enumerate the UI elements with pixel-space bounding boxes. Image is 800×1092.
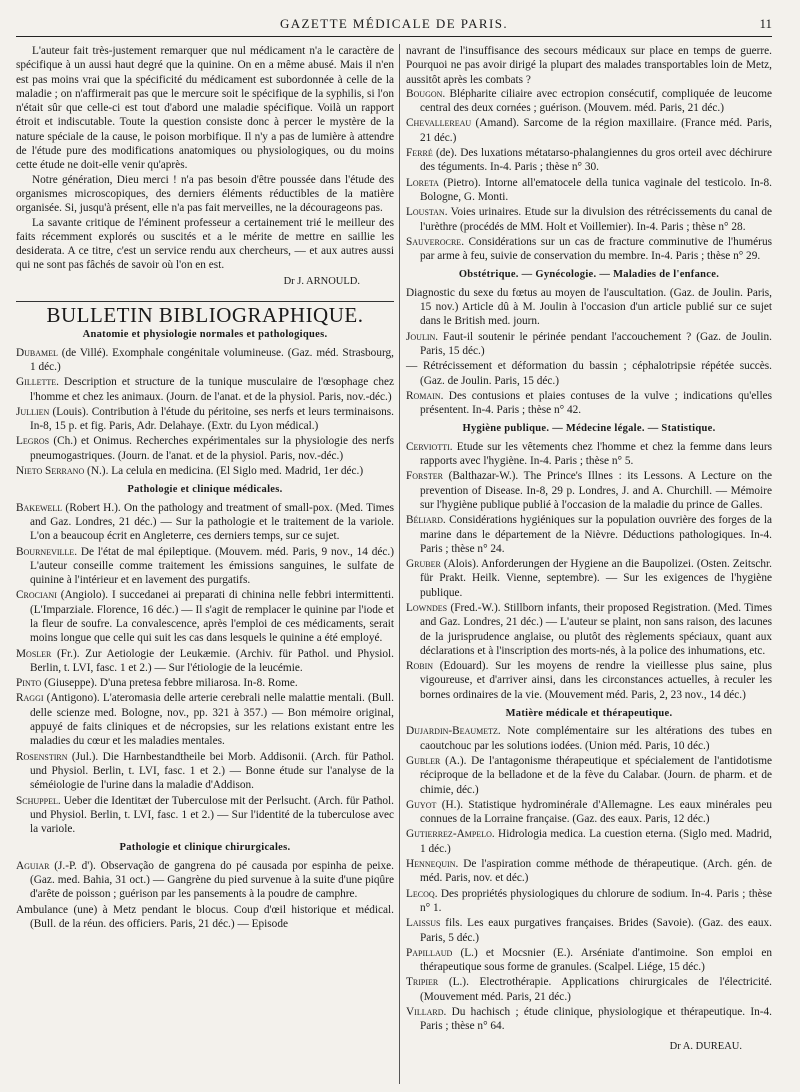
entry-author: Lowndes <box>406 601 448 614</box>
bibliography-entry <box>406 601 772 658</box>
entry-author: Tripier <box>406 976 439 989</box>
page-header <box>16 14 772 37</box>
bibliography-entry <box>406 827 772 856</box>
bibliography-entry <box>406 330 772 359</box>
continued-entry-text: navrant de l'insuffisance des secours médicaux sur place en temps de guerre. Pourquoi ne pas avoir dirigé la plupart des malades transportables loin de Metz, aussitôt après les combats ? <box>406 45 772 86</box>
entry-author: Loustan <box>406 206 445 219</box>
entry-author: Gubler <box>406 754 441 767</box>
bibliography-entry <box>406 469 772 512</box>
entry-author: Loreta <box>406 176 439 189</box>
bibliography-entry <box>406 798 772 827</box>
bibliography-entry <box>406 440 772 469</box>
entry-text: (Antigono). L'ateromasia delle arterie cerebrali nelle malattie mentali. (Bull. delle scienze med. Bologne, nov., pp. 321 à 357.) — Bon mémoire original, appuyé de faits cliniques et de nécropsies, sur les relations existant entre les maladies du cœur et les maladies mentales. <box>30 692 394 748</box>
entry-text: (H.). Statistique hydrominérale d'Allemagne. Les eaux minérales peu connues de la Lorraine française. (Gaz. des eaux. Paris, 12 déc.) <box>420 798 772 826</box>
article-text <box>16 44 394 289</box>
entry-author: Villard <box>406 1006 444 1018</box>
entry-text: . Voies urinaires. Etude sur la divulsion des rétrécissements du canal de l'urèthre (procédés de MM. Holt et Voillemier). In-4. Paris ; thèse n° 28. <box>420 206 772 233</box>
bibliography-entry <box>406 857 772 886</box>
bulletin-title: BULLETIN BIBLIOGRAPHIQUE. <box>46 303 364 328</box>
journal-title: GAZETTE MÉDICALE DE PARIS. <box>279 16 509 31</box>
bibliography-entry <box>406 887 772 916</box>
entry-text: (Amand). Sarcome de la région maxillaire. (France méd. Paris, 21 déc.) <box>420 117 772 144</box>
section-heading: Anatomie et physiologie normales et pathologiques. <box>82 329 328 341</box>
bibliography-entry <box>16 501 394 544</box>
bibliography-entry <box>406 87 772 116</box>
entry-text: (A.). De l'antagonisme thérapeutique et spécialement de l'antidotisme réciproque de la belladone et de la fève du Calabar. (Journ. de pharm. et de chimie, déc.) <box>420 754 772 796</box>
entry-author: Béliard <box>406 514 443 527</box>
entry-text: (Louis). Contribution à l'étude du péritoine, ses nerfs et leurs terminaisons. In-8, 15 p. et fig. Paris, Adr. Delahaye. (Extr. du Lyon médical.) <box>30 405 394 433</box>
entry-author: Cerviotti <box>406 440 450 453</box>
entry-author: Sauverocre <box>406 235 462 248</box>
entry-text: . Faut-il soutenir le périnée pendant l'accouchement ? (Gaz. de Joulin. Paris, 15 déc.) <box>420 330 772 357</box>
entry-author: Pinto <box>16 677 42 690</box>
entry-text: (de Villé). Exomphale congénitale volumineuse. (Gaz. méd. Strasbourg, 1 déc.) <box>30 346 394 373</box>
bibliography-entry <box>406 724 772 753</box>
entry-author: Gruber <box>406 558 441 571</box>
entry-author: Aguiar <box>16 859 50 872</box>
article-paragraph: Notre génération, Dieu merci ! n'a pas besoin d'être poussée dans l'étude des organismes microscopiques, des derniers éléments réductibles de la matière organisée. Si, jusqu'à présent, elle n'a pas fait merveilles, ne la décourageons pas. <box>16 173 394 215</box>
entry-author: Chevallereau <box>406 117 472 130</box>
bibliography-entry <box>406 513 772 556</box>
bibliography-entry <box>406 975 772 1004</box>
bibliography-entry <box>16 346 394 375</box>
bibliography-entry <box>16 676 394 690</box>
entry-text: (L.) et Mocsnier (E.). Arséniate d'antimoine. Son emploi en thérapeutique sous forme de granules. (Scalpel. Liége, 15 déc.) <box>420 946 772 974</box>
entry-text: (Robert H.). On the pathology and treatment of small-pox. (Med. Times and Gaz. Londres, 21 déc.) — Sur la pathologie et le traitement de la variole. L'on a beaucoup écrit en Angleterre, ces derniers temps, sur ce sujet. <box>30 501 394 543</box>
right-column <box>406 44 772 1054</box>
bibliography-entry <box>406 235 772 264</box>
bibliography-entry <box>16 691 394 748</box>
bibliography-entry <box>16 464 394 478</box>
entry-text: (Jul.). Die Harnbestandtheile bei Morb. Addisonii. (Arch. für Pathol. und Physiol. Berlin, t. LVI, fasc. 1 et 2.) — Bonne étude sur l'analyse de la séméiologie de l'urine dans la maladie d'Addison. <box>30 750 394 792</box>
entry-author: Mosler <box>16 647 52 660</box>
entry-text: (Alois). Anforderungen der Hygiene an die Baupolizei. (Osten. Zeitschr. für Prakt. Heilk. Vienne, septembre). — Sur les exigences de l'hygiène publique. <box>420 558 772 599</box>
entry-text: . Des propriétés physiologiques du chlorure de sodium. In-4. Paris ; thèse n° 1. <box>420 887 772 914</box>
bibliography-entries-continued <box>406 87 772 264</box>
entry-text: — Rétrécissement et déformation du bassin ; céphalotripsie répétée succès. (Gaz. de Joulin. Paris, 15 déc.) <box>406 360 772 387</box>
bibliography-entry <box>16 794 394 837</box>
entry-text: (Edouard). Sur les moyens de rendre la vieillesse plus saine, plus vigoureuse, et d'arriver ainsi, dans les circonstances actuelles, à reculer les bornes ordinaires de la vie. (Mouvement méd. Paris, 2, 23 nov., 14 déc.) <box>420 660 772 701</box>
entry-author: Ferré <box>406 147 433 160</box>
entry-text: (de). Des luxations métatarso-phalangiennes du gros orteil avec déchirure des téguments. In-4. Paris ; thèse n° 30. <box>420 147 772 174</box>
entry-author: Romain <box>406 389 441 402</box>
bibliography-entry <box>406 359 772 388</box>
entry-text: (Balthazar-W.). The Prince's Illnes : its Lessons. A Lecture on the prevention of Disease. In-8, 29 p. Londres, J. and A. Churchill. — Mémoire sur l'hygiène publique publié à l'occasion de la maladie du prince de Galles. <box>420 470 772 511</box>
entry-author: Crociani <box>16 589 57 602</box>
entry-text: (Fr.). Zur Aetiologie der Leukæmie. (Archiv. für Pathol. und Physiol. Berlin, t. LVI, fasc. 1 et 2.) — Sur l'étiologie de la leucémie. <box>30 647 394 674</box>
bibliography-entry <box>406 389 772 418</box>
section-divider <box>16 301 394 302</box>
entry-text: . De l'aspiration comme méthode de thérapeutique. (Arch. gén. de méd. Paris, nov. et déc.) <box>420 858 772 885</box>
bibliography-entry <box>406 205 772 234</box>
bibliography-entry <box>406 946 772 975</box>
bibliography-entry <box>406 176 772 205</box>
entry-text: (N.). La celula en medicina. (El Siglo med. Madrid, 1er déc.) <box>84 465 364 478</box>
entry-text: . Description et structure de la tunique musculaire de l'œsophage chez l'homme et chez les animaux. (Journ. de l'anat. et de la physiol. Paris, nov.-déc.) <box>30 376 394 403</box>
entry-text: . Hidrologia medica. La cuestion eterna. (Siglo med. Madrid, 1 déc.) <box>420 828 772 855</box>
entry-text: (J.-P. d'). Observação de gangrena do pé causada por espinha de peixe. (Gaz. med. Bahia, 31 oct.) — Gangrène du pied survenue à la suite d'une piqûre d'arête de poisson ; guérison par les pansements à la poudre de camphre. <box>30 859 394 901</box>
section-heading: Pathologie et clinique chirurgicales. <box>119 842 291 854</box>
entry-author: Robin <box>406 660 434 673</box>
bibliography-entry <box>406 1005 772 1034</box>
entry-author: Jullien <box>16 405 50 418</box>
entry-text: . De l'état de mal épileptique. (Mouvem. méd. Paris, 9 nov., 14 déc.) L'auteur conseille comme traitement les émissions sanguines, le sulfate de quinine à l'intérieur et en lavement des purgatifs. <box>30 545 394 587</box>
section-heading: Obstétrique. — Gynécologie. — Maladies de l'enfance. <box>458 269 720 281</box>
entry-text: (Fred.-W.). Stillborn infants, their proposed Registration. (Med. Times and Gaz. Londres, 21 déc.) — L'auteur se plaint, non sans raison, des lacunes de la jurisprudence anglaise, ou plutôt des règlements spéciaux, quant aux déclarations et à l'inscription des morts-nés, à la police des inhumations, etc. <box>420 601 772 657</box>
entry-author: Guyot <box>406 798 437 811</box>
entry-author: Gillette <box>16 376 57 389</box>
entry-text: fils. Les eaux purgatives françaises. Brides (Savoie). (Gaz. des eaux. Paris, 5 déc.) <box>420 917 772 944</box>
bibliography-entry <box>16 375 394 404</box>
column-rule <box>399 44 400 1084</box>
entry-text: (Ch.) et Onimus. Recherches expérimentales sur la physiologie des nerfs pneumogastriques. (Journ. de l'anat. et de la physiol. Paris, nov.-déc.) <box>30 435 394 462</box>
entry-text: . Ueber die Identitæt der Tuberculose mit der Perlsucht. (Arch. für Pathol. und Physiol. Berlin, t. LVI, fasc. 1 et 2.) — Sur l'identité de la tuberculose avec la variole. <box>30 794 394 836</box>
entry-text: (L.). Electrothérapie. Applications chirurgicales de l'électricité. (Mouvement méd. Paris, 21 déc.) <box>420 976 772 1003</box>
bibliography-entry <box>406 659 772 702</box>
entry-author: Dubamel <box>16 346 58 359</box>
bibliography-sections-left <box>16 328 394 931</box>
entry-text: . Des contusions et plaies contuses de la vulve ; indications qu'elles présentent. In-4. Paris ; thèse n° 42. <box>420 389 772 417</box>
entry-text: (Pietro). Intorne all'ematocele della tunica vaginale del testicolo. In-8. Bologne, G. Monti. <box>420 176 772 203</box>
bibliography-entry <box>16 405 394 434</box>
section-heading: Matière médicale et thérapeutique. <box>505 708 673 720</box>
entry-text: (Angiolo). I succedanei ai preparati di chinina nelle febbri intermittenti. (L'Imparziale. Florence, 16 déc.) — Il s'agit de remplacer le quinine par l'iode et la fleur de soufre. La convalescence, après l'emploi de ces médicaments, serait moins longue que celle qui suit les cas dans lesquels le quinine a été employé. <box>30 589 394 645</box>
bibliography-sections-right <box>406 268 772 1033</box>
bibliography-entry <box>16 647 394 676</box>
entry-author: Schuppel <box>16 794 58 807</box>
entry-text: . Considérations hygiéniques sur la population ouvrière des forges de la marine dans le département de la Nièvre. Déductions pathologiques. In-4. Paris ; thèse n° 24. <box>420 514 772 555</box>
bibliography-entry <box>16 434 394 463</box>
entry-author: Dujardin-Beaumetz <box>406 725 498 738</box>
entry-text: . Blépharite ciliaire avec ectropion consécutif, compliquée de leucome central des deux cornées ; guérison. (Mouvem. méd. Paris, 21 déc.) <box>420 87 772 115</box>
section-heading: Pathologie et clinique médicales. <box>127 484 283 496</box>
bibliography-entry <box>16 750 394 793</box>
entry-author: Nieto Serrano <box>16 465 85 478</box>
bulletin-signature: Dr A. DUREAU. <box>669 1040 742 1052</box>
entry-text: . Note complémentaire sur les altérations des tubes en caoutchouc par les solutions iodées. (Union méd. Paris, 10 déc.) <box>420 725 772 752</box>
entry-author: Hennequin <box>406 858 456 871</box>
entry-author: Papillaud <box>406 946 453 959</box>
entry-author: Joulin <box>406 330 436 343</box>
article-signature: Dr J. ARNOULD. <box>283 275 360 287</box>
bibliography-entry <box>406 754 772 797</box>
entry-author: Forster <box>406 470 443 483</box>
bibliography-entry <box>16 903 394 932</box>
entry-text: . Du hachisch ; étude clinique, physiologique et thérapeutique. In-4. Paris ; thèse n° 64. <box>420 1006 772 1033</box>
entry-author: Laissus <box>406 917 441 930</box>
bibliography-entry <box>406 916 772 945</box>
entry-author: Rosenstirn <box>16 750 68 763</box>
entry-text: Ambulance (une) à Metz pendant le blocus. Coup d'œil historique et médical. (Bull. de la réun. des officiers. Paris, 21 déc.) — Episode <box>16 903 394 930</box>
article-paragraph: La savante critique de l'éminent professeur a certainement trié le meilleur des faits récemment explorés ou suscités et a le mérite de mettre en saillie les desiderata. A ce titre, c'est un service rendu aux chercheurs, — et aux autres aussi qui ne sont pas fâchés de savoir où l'on en est. <box>16 216 394 272</box>
bibliography-entry <box>406 286 772 329</box>
bibliography-entry <box>16 859 394 902</box>
page-number: 11 <box>759 16 772 31</box>
bibliography-entry <box>16 588 394 645</box>
entry-author: Legros <box>16 435 50 448</box>
section-heading: Hygiène publique. — Médecine légale. — Statistique. <box>462 423 716 435</box>
entry-author: Lecoq <box>406 887 435 900</box>
article-paragraph: L'auteur fait très-justement remarquer que nul médicament n'a le caractère de spécifique à un aussi haut degré que la quinine. On en a même abusé. Mais il n'en est pas moins vrai que la spécificité du médicament est subordonnée à celle de la maladie ; on n'affirmerait pas que le mercure soit le spécifique de la syphilis, si l'on n'était sûr que celle-ci est tout d'abord une maladie spécifique. Voilà un rapport étroit et indiscutable. Toute la question consiste donc à percer le mystère de la nature spéciale de la cause, le poison morbifique. Il n'y a pas de lumière à attendre de l'étude pure des modifications anatomiques ou physiologiques, ou du moins cette étude ne doit-elle venir qu'après. <box>16 45 394 172</box>
entry-text: (Giuseppe). D'una pretesa febbre miliarosa. In-8. Rome. <box>41 677 298 690</box>
entry-author: Bougon <box>406 87 443 100</box>
entry-author: Bourneville <box>16 545 75 558</box>
bibliography-entry <box>406 557 772 600</box>
entry-text: . Etude sur les vêtements chez l'homme et chez la femme dans leurs rapports avec l'hygiène. In-4. Paris ; thèse n° 5. <box>420 440 772 468</box>
entry-author: Gutierrez-Ampelo <box>406 828 492 841</box>
entry-author: Raggi <box>16 692 44 705</box>
left-column <box>16 44 394 932</box>
bibliography-entry <box>406 116 772 145</box>
bibliography-entry <box>406 146 772 175</box>
bibliography-entry <box>16 545 394 588</box>
entry-author: Bakewell <box>16 501 63 514</box>
entry-text: . Considérations sur un cas de fracture comminutive de l'humérus par arme à feu, suivie de conservation du membre. In-4. Paris ; thèse n° 29. <box>420 235 772 263</box>
entry-text: Diagnostic du sexe du fœtus au moyen de l'auscultation. (Gaz. de Joulin. Paris, 15 nov.) Article dû à M. Joulin à l'occasion d'un article publié sur ce sujet dans le British med. journ. <box>406 286 772 328</box>
